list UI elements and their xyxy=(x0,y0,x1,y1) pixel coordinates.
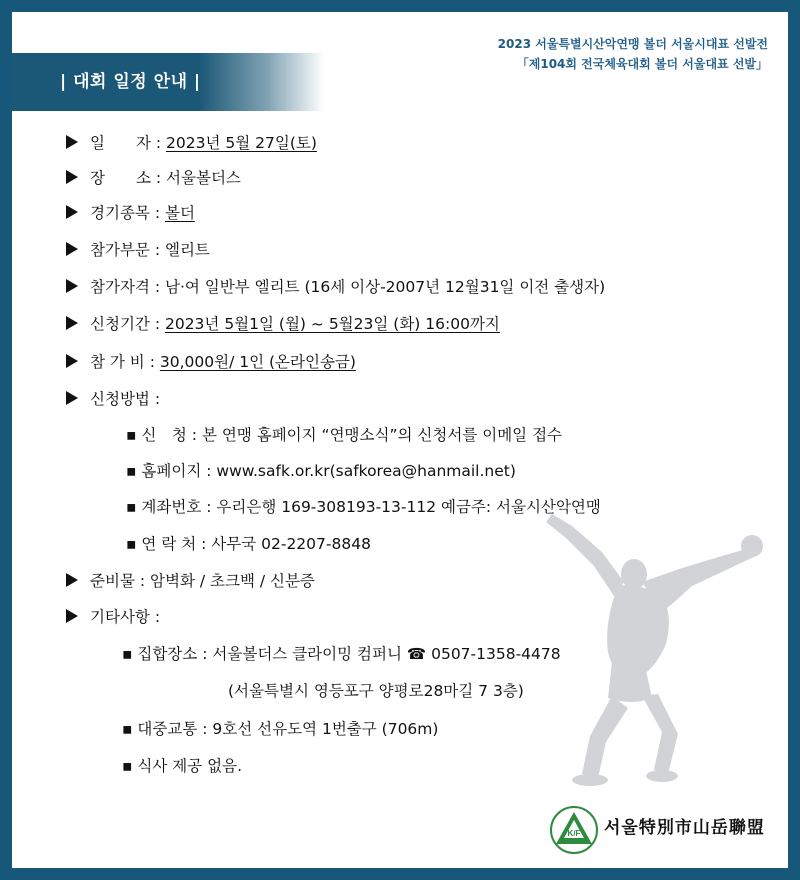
federation-name: 서울特別市山岳聯盟 xyxy=(604,818,765,838)
triangle-bullet-icon xyxy=(66,573,78,587)
schedule-row-eligibility: 참가자격 : 남·여 일반부 엘리트 (16세 이상-2007년 12월31일 이전 출생자) xyxy=(66,275,605,297)
other-note-item: ▪ 대중교통 : 9호선 선유도역 1번출구 (706m) xyxy=(122,720,439,738)
apply-method-item: ▪ 계좌번호 : 우리은행 169-308193-13-112 예금주: 서울시산악연맹 xyxy=(126,498,601,516)
schedule-row-division: 참가부문 : 엘리트 xyxy=(66,238,210,260)
other-note-item: ▪ 집합장소 : 서울볼더스 클라이밍 컴퍼니 ☎ 0507-1358-4478 xyxy=(122,645,561,663)
section-title: | 대회 일정 안내 | xyxy=(60,72,201,92)
triangle-bullet-icon xyxy=(66,609,78,623)
schedule-row-fee: 참 가 비 : 30,000원/ 1인 (온라인송금) xyxy=(66,350,356,372)
notice-card xyxy=(12,12,788,868)
triangle-bullet-icon xyxy=(66,170,78,184)
schedule-row-venue: 장 소 : 서울볼더스 xyxy=(66,166,241,188)
federation-emblem-icon xyxy=(548,804,600,856)
triangle-bullet-icon xyxy=(66,354,78,368)
schedule-row-event: 경기종목 : 볼더 xyxy=(66,201,195,223)
other-note-item: (서울특별시 영등포구 양평로28마길 7 3층) xyxy=(228,682,524,700)
svg-text:K/F: K/F xyxy=(567,829,581,838)
schedule-row-other: 기타사항 : xyxy=(66,605,160,627)
triangle-bullet-icon xyxy=(66,279,78,293)
apply-method-item: ▪ 신 청 : 본 연맹 홈페이지 “연맹소식”의 신청서를 이메일 접수 xyxy=(126,426,563,444)
triangle-bullet-icon xyxy=(66,391,78,405)
other-note-item: ▪ 식사 제공 없음. xyxy=(122,757,243,775)
triangle-bullet-icon xyxy=(66,135,78,149)
triangle-bullet-icon xyxy=(66,205,78,219)
schedule-row-apply-method: 신청방법 : xyxy=(66,387,160,409)
schedule-row-period: 신청기간 : 2023년 5월1일 (월) ~ 5월23일 (화) 16:00까지 xyxy=(66,312,500,334)
event-title-line2: 「제104회 전국체육대회 볼더 서울대표 선발」 xyxy=(516,57,768,71)
triangle-bullet-icon xyxy=(66,242,78,256)
triangle-bullet-icon xyxy=(66,316,78,330)
apply-method-item: ▪ 연 락 처 : 사무국 02-2207-8848 xyxy=(126,535,371,553)
event-title-line1: 2023 서울특별시산악연맹 볼더 서울시대표 선발전 xyxy=(497,37,768,51)
climber-silhouette-icon xyxy=(542,512,778,792)
apply-method-item: ▪ 홈페이지 : www.safk.or.kr(safkorea@hanmail.net) xyxy=(126,462,516,480)
schedule-row-supplies: 준비물 : 암벽화 / 초크백 / 신분증 xyxy=(66,569,315,591)
schedule-row-date: 일 자 : 2023년 5월 27일(토) xyxy=(66,131,317,153)
